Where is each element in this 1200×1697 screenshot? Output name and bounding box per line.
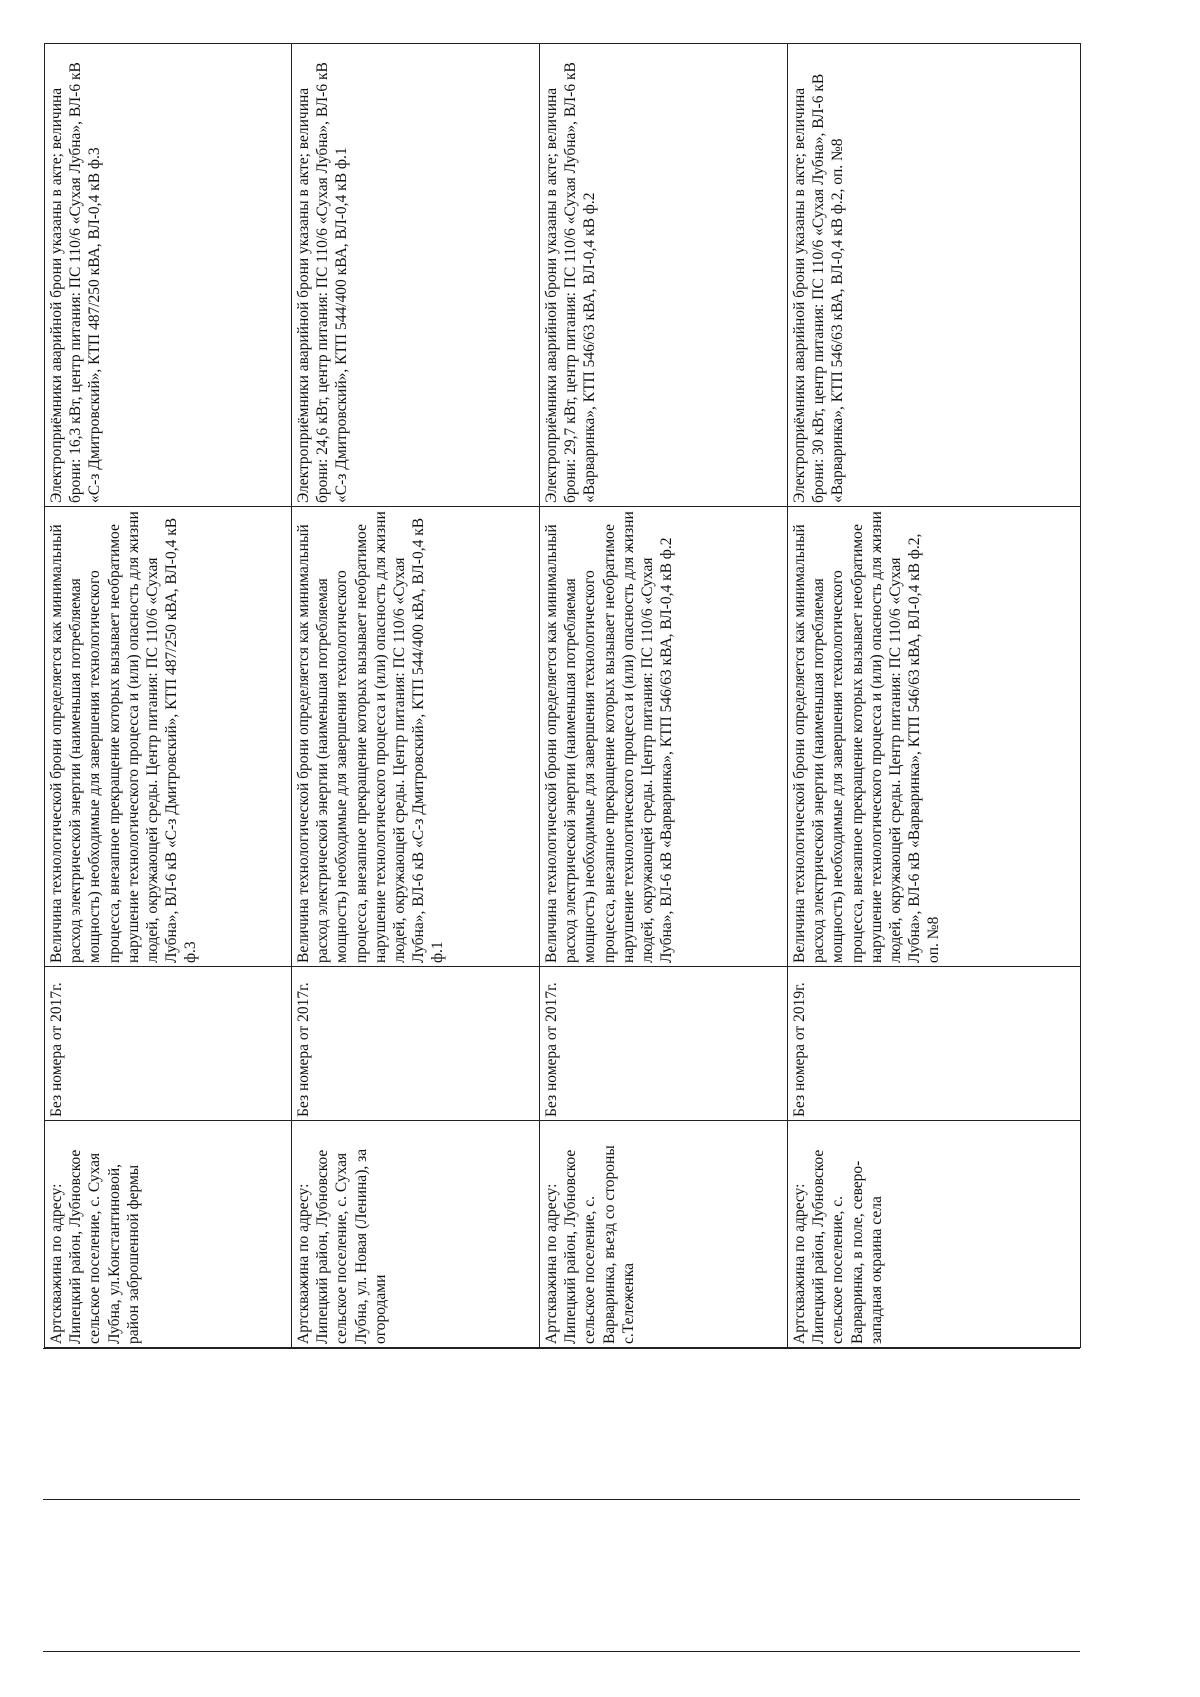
table-row (45, 44, 292, 1348)
tech-reserve-cell (45, 507, 292, 967)
rule-line (43, 1651, 1080, 1652)
tech-reserve-cell (540, 507, 788, 967)
emergency-reserve-text: Электроприёмники аварийной брони указаны в акте; величина брони: 30 кВт, центр питания: ПС 110/6 «Сухая Лубна», ВЛ-6 кВ «Варваринка», КТП 546/63 кВА, ВЛ-0,4 кВ ф.2, оп. №8 (791, 73, 847, 503)
emergency-reserve-text: Электроприёмники аварийной брони указаны в акте; величина брони: 16,3 кВт, центр питания: ПС 110/6 «Сухая Лубна», ВЛ-6 кВ «С-з Дмитровский», КТП 487/250 кВА, ВЛ-0,4 кВ ф.3 (48, 62, 104, 503)
address-cell (292, 1121, 540, 1348)
reserve-table (44, 43, 1081, 1348)
act-text: Без номера от 2017г. (48, 982, 65, 1117)
act-cell (45, 967, 292, 1121)
tech-reserve-text: Величина технологической брони определяется как минимальный расход электрической энергии (наименьшая потребляемая мощность) необходимые для завершения технологического процесса, внезапное прекращение которых вызывает необратимое нарушение технологического процесса и (или) опасность для жизни людей, окружающей среды. Центр питания: ПС 110/6 «Сухая Лубна», ВЛ-6 кВ «С-з Дмитровский», КТП 544/400 кВА, ВЛ-0,4 кВ ф.1 (295, 511, 447, 963)
table-row (788, 44, 1081, 1348)
act-cell (788, 967, 1081, 1121)
emergency-reserve-cell (788, 44, 1081, 507)
emergency-reserve-cell (540, 44, 788, 507)
tech-reserve-text: Величина технологической брони определяется как минимальный расход электрической энергии (наименьшая потребляемая мощность) необходимые для завершения технологического процесса, внезапное прекращение которых вызывает необратимое нарушение технологического процесса и (или) опасность для жизни людей, окружающей среды. Центр питания: ПС 110/6 «Сухая Лубна», ВЛ-6 кВ «С-з Дмитровский», КТП 487/250 кВА, ВЛ-0,4 кВ ф.3 (48, 511, 200, 963)
act-text: Без номера от 2017г. (295, 982, 312, 1117)
tech-reserve-text: Величина технологической брони определяется как минимальный расход электрической энергии (наименьшая потребляемая мощность) необходимые для завершения технологического процесса, внезапное прекращение которых вызывает необратимое нарушение технологического процесса и (или) опасность для жизни людей, окружающей среды. Центр питания: ПС 110/6 «Сухая Лубна», ВЛ-6 кВ «Варваринка», КТП 546/63 кВА, ВЛ-0,4 кВ ф.2, оп. №8 (791, 511, 943, 963)
emergency-reserve-cell (45, 44, 292, 507)
address-cell (788, 1121, 1081, 1348)
address-text: Артскважина по адресу: Липецкий район, Лубновское сельское поселение, с. Сухая Лубна, ул. Новая (Ленина), за огородами (295, 1148, 389, 1344)
address-text: Артскважина по адресу: Липецкий район, Лубновское сельское поселение, с. Варваринка, в поле, северо-западная окраина села (791, 1149, 885, 1344)
rule-line (43, 1348, 1080, 1349)
emergency-reserve-text: Электроприёмники аварийной брони указаны в акте; величина брони: 29,7 кВт, центр питания: ПС 110/6 «Сухая Лубна», ВЛ-6 кВ «Варваринка», КТП 546/63 кВА, ВЛ-0,4 кВ ф.2 (543, 62, 599, 503)
tech-reserve-cell (292, 507, 540, 967)
tech-reserve-cell (788, 507, 1081, 967)
rule-line (43, 1499, 1080, 1500)
emergency-reserve-cell (292, 44, 540, 507)
address-text: Артскважина по адресу: Липецкий район, Лубновское сельское поселение, с. Варваринка, въезд со стороны с.Тележенка (543, 1145, 637, 1344)
address-cell (540, 1121, 788, 1348)
act-cell (540, 967, 788, 1121)
address-cell (45, 1121, 292, 1348)
emergency-reserve-text: Электроприёмники аварийной брони указаны в акте; величина брони: 24,6 кВт, центр питания: ПС 110/6 «Сухая Лубна», ВЛ-6 кВ «С-з Дмитровский», КТП 544/400 кВА, ВЛ-0,4 кВ ф.1 (295, 62, 351, 503)
act-cell (292, 967, 540, 1121)
act-text: Без номера от 2019г. (791, 982, 808, 1117)
table-row (540, 44, 788, 1348)
tech-reserve-text: Величина технологической брони определяется как минимальный расход электрической энергии (наименьшая потребляемая мощность) необходимые для завершения технологического процесса, внезапное прекращение которых вызывает необратимое нарушение технологического процесса и (или) опасность для жизни людей, окружающей среды. Центр питания: ПС 110/6 «Сухая Лубна», ВЛ-6 кВ «Варваринка», КТП 546/63 кВА, ВЛ-0,4 кВ ф.2 (543, 511, 676, 963)
address-text: Артскважина по адресу: Липецкий район, Лубновское сельское поселение, с. Сухая Лубна, ул.Константиновой, район заброшенной фермы (48, 1149, 142, 1344)
act-text: Без номера от 2017г. (543, 982, 560, 1117)
table-row (292, 44, 540, 1348)
